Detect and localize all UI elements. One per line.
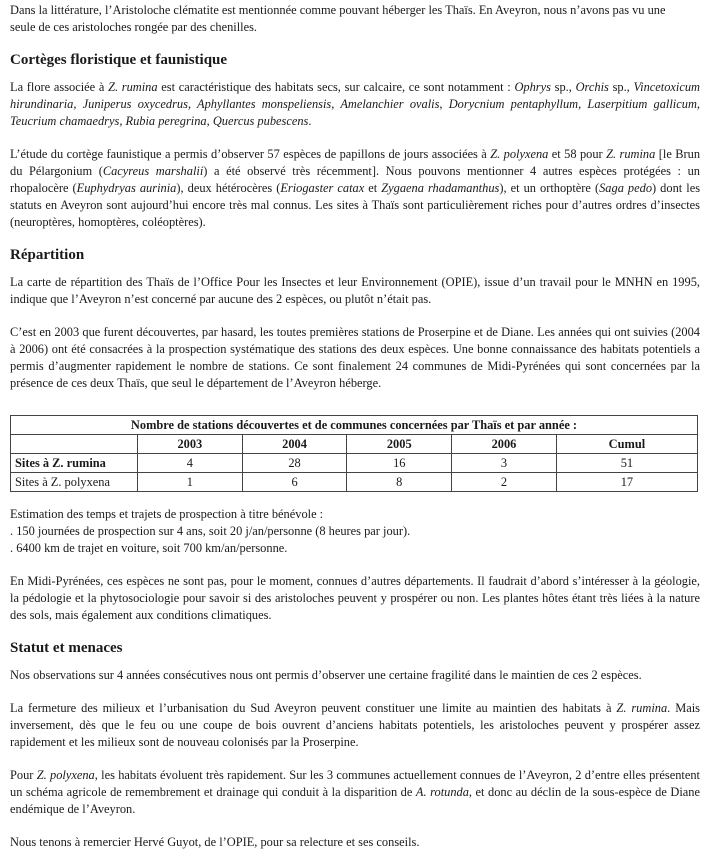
table-cell: 17 <box>556 473 697 492</box>
intro-line-1: Dans la littérature, l’Aristoloche clématite est mentionnée comme pouvant héberger les Thaïs. En Aveyron, nous n’avons pas vu une <box>10 3 666 17</box>
statut-paragraph-2: La fermeture des milieux et l’urbanisation du Sud Aveyron peuvent constituer une limite au maintien des habitats à Z. rumina. Mais inversement, dès que le feu ou une coupe de bois ouvrent d’anciens habitats potentiels, les aristoloches peuvent y prospérer assez rapidement et les milieux sont de nouveau colonisés par la Proserpine. <box>10 701 701 749</box>
document-page <box>10 2 700 851</box>
table-header-row <box>11 435 698 454</box>
heading-repartition: Répartition <box>10 247 85 263</box>
table-header-2004: 2004 <box>242 435 347 454</box>
intro-line-2: seule de ces aristoloches rongée par des chenilles. <box>10 20 258 34</box>
table-cell: 3 <box>452 454 557 473</box>
acknowledgement-paragraph: Nous tenons à remercier Hervé Guyot, de l’OPIE, pour sa relecture et ses conseils. <box>10 835 420 849</box>
table-row-label: Sites à Z. polyxena <box>11 473 138 492</box>
heading-statut: Statut et menaces <box>10 640 123 656</box>
statut-paragraph-1: Nos observations sur 4 années consécutives nous ont permis d’observer une certaine fragilité dans le maintien de ces 2 espèces. <box>10 668 642 682</box>
table-row-label: Sites à Z. rumina <box>11 454 138 473</box>
table-row <box>11 473 698 492</box>
statut-paragraph-3: Pour Z. polyxena, les habitats évoluent très rapidement. Sur les 3 communes actuellement connues de l’Aveyron, 2 d’entre elles présentent un schéma agricole de remembrement et drainage qui conduit à la disparition de A. rotunda, et donc au déclin de la sous-espèce de Diane endémique de l’Aveyron. <box>10 768 701 816</box>
faune-paragraph: L’étude du cortège faunistique a permis d’observer 57 espèces de papillons de jours associées à Z. polyxena et 58 pour Z. rumina [le Brun du Pélargonium (Cacyreus marshalii) a été observé très récemment]. Nous pouvons mentionner 4 autres espèces protégées : un rhopalocère (Euphydryas aurinia), deux hétérocères (Eriogaster catax et Zygaena rhadamanthus), et un orthoptère (Saga pedo) dont les statuts en Aveyron sont aujourd’hui encore très mal connus. Les sites à Thaïs sont particulièrement riches pour d’autres ordres d’insectes (neuroptères, homoptères, coléoptères). <box>10 147 701 229</box>
table-cell: 51 <box>556 454 697 473</box>
table-cell: 2 <box>452 473 557 492</box>
table-cell: 4 <box>138 454 243 473</box>
table-row <box>11 454 698 473</box>
table-header-2003: 2003 <box>138 435 243 454</box>
estimation-line-1: Estimation des temps et trajets de prospection à titre bénévole : <box>10 507 324 521</box>
estimation-block <box>10 506 700 557</box>
repartition-paragraph-2: C’est en 2003 que furent découvertes, par hasard, les toutes premières stations de Proserpine et de Diane. Les années qui ont suivies (2004 à 2006) ont été consacrées à la prospection systématique des stations des deux espèces. Une bonne connaissance des habitats potentiels a permis d’augmenter rapidement le nombre de stations. Ce sont finalement 24 communes de Midi-Pyrénées qui sont concernées par la présence de ces deux Thaïs, que seul le département de l’Aveyron héberge. <box>10 325 700 390</box>
table-cell: 6 <box>242 473 347 492</box>
repartition-paragraph-1: La carte de répartition des Thaïs de l’Office Pour les Insectes et leur Environnement (OPIE), issue d’un travail pour le MNHN en 1995, indique que l’Aveyron n’est concerné par aucune des 2 espèces, ou plutôt n’était pas. <box>10 275 700 306</box>
flore-paragraph: La flore associée à Z. rumina est caractéristique des habitats secs, sur calcaire, ce sont notamment : Ophrys sp., Orchis sp., Vincetoxicum hirundinaria, Juniperus oxycedrus, Aphyllantes monspeliensis, Amelanchier ovalis, Dorycnium pentaphyllum, Laserpitium gallicum, Teucrium chamaedrys, Rubia peregrina, Quercus pubescens. <box>10 80 701 128</box>
table-cell: 8 <box>347 473 452 492</box>
table-caption-row <box>11 416 698 435</box>
intro-paragraph <box>10 2 700 36</box>
table-cell: 28 <box>242 454 347 473</box>
table-header-2005: 2005 <box>347 435 452 454</box>
estimation-line-3: . 6400 km de trajet en voiture, soit 700 km/an/personne. <box>10 541 288 555</box>
midi-pyrenees-paragraph: En Midi-Pyrénées, ces espèces ne sont pas, pour le moment, connues d’autres départements. Il faudrait d’abord s’intéresser à la géologie, la pédologie et la phytosociologie pour savoir si des aristoloches peuvent y prospérer ou non. Les plantes hôtes étant très liées à la nature des sols, mais également aux conditions climatiques. <box>10 574 700 622</box>
heading-corteges: Cortèges floristique et faunistique <box>10 52 228 68</box>
estimation-line-2: . 150 journées de prospection sur 4 ans, soit 20 j/an/personne (8 heures par jour). <box>10 524 411 538</box>
table-header-empty <box>11 435 138 454</box>
table-cell: 16 <box>347 454 452 473</box>
stations-table <box>10 415 698 492</box>
table-header-2006: 2006 <box>452 435 557 454</box>
table-cell: 1 <box>138 473 243 492</box>
table-caption: Nombre de stations découvertes et de communes concernées par Thaïs et par année : <box>11 416 698 435</box>
table-header-cumul: Cumul <box>556 435 697 454</box>
